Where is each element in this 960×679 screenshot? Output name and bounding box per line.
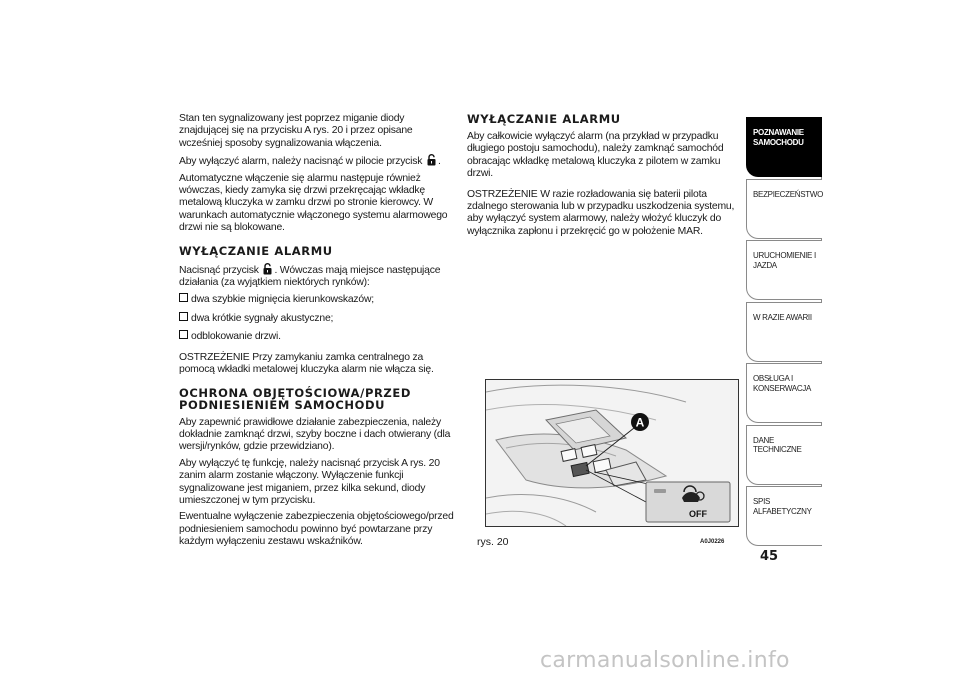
tab-obsluga-i-konserwacja[interactable]: OBSŁUGA I KONSERWACJA: [746, 363, 822, 423]
list-item-text: dwa krótkie sygnały akustyczne;: [191, 312, 334, 324]
list-item: [179, 312, 454, 325]
roof-console-illustration: [486, 380, 739, 527]
tab-poznawanie-samochodu[interactable]: POZNAWANIE SAMOCHODU: [746, 117, 822, 177]
press-text-end: . Wówczas mają miejsce następujące działania (za wyjątkiem niektórych rynków):: [179, 264, 441, 289]
figure-code: A0J0226: [700, 539, 725, 545]
checkbox-bullet-icon: [179, 312, 188, 321]
heading-full-disarm: WYŁĄCZANIE ALARMU: [467, 112, 621, 126]
unlock-icon: [426, 154, 437, 166]
intro-paragraph: Stan ten sygnalizowany jest poprzez miganie diody znajdującej się na przycisku A rys. 20 i przez opisane wcześniej sposoby sygnalizowania włączenia.: [179, 113, 413, 149]
checkbox-bullet-icon: [179, 293, 188, 302]
disarm-text: Aby wyłączyć alarm, należy nacisnąć w pilocie przycisk: [179, 156, 423, 168]
volumetric-paragraph-3: Ewentualne wyłączenie zabezpieczenia objętościowego/przed podniesieniem samochodu powinno być powtarzane przy każdym wyłączeniu zestawu wskaźników.: [179, 511, 454, 548]
heading-volumetric: OCHRONA OBJĘTOŚCIOWA/PRZED PODNIESIENIEM SAMOCHODU: [179, 385, 411, 412]
volumetric-paragraph-1: Aby zapewnić prawidłowe działanie zabezpieczenia, należy dokładnie zamknąć drzwi, szyby boczne i dach otwierany (dla wersji/rynków, gdzie przewidziano).: [179, 416, 451, 453]
heading-disarm: WYŁĄCZANIE ALARMU: [179, 243, 333, 258]
watermark: carmanualsonline.info: [540, 648, 790, 673]
chapter-tabs: [746, 117, 822, 548]
unlock-icon: [262, 263, 273, 275]
list-item-text: dwa szybkie mignięcia kierunkowskazów;: [191, 294, 374, 306]
list-item: [179, 293, 454, 306]
left-column: [179, 113, 454, 553]
battery-warning-paragraph: OSTRZEŻENIE W razie rozładowania się baterii pilota zdalnego sterowania lub w przypadku uszkodzenia systemu, aby wyłączyć system alarmowy, należy włożyć kluczyk do wyłącznika zapłonu i przekręcić go w położenie MAR.: [467, 188, 735, 237]
press-text: Nacisnąć przycisk: [179, 264, 259, 276]
tab-spis-alfabetyczny[interactable]: SPIS ALFABETYCZNY: [746, 486, 822, 546]
disarm-paragraph: [179, 154, 454, 168]
page-number: 45: [760, 549, 779, 564]
list-item: [179, 330, 454, 343]
tab-uruchomienie-i-jazda[interactable]: URUCHOMIENIE I JAZDA: [746, 240, 822, 300]
tab-dane-techniczne[interactable]: DANE TECHNICZNE: [746, 425, 822, 485]
callout-label-a: A: [635, 415, 645, 430]
right-column: [467, 113, 737, 242]
warning-paragraph: OSTRZEŻENIE Przy zamykaniu zamka centralnego za pomocą wkładki metalowej kluczyka alarm nie włącza się.: [179, 351, 434, 376]
volumetric-paragraph-2: Aby wyłączyć tę funkcję, należy nacisnąć przycisk A rys. 20 zanim alarm zostanie włączony. Wyłączenie funkcji sygnalizowane jest miganiem, przez kilka sekund, diody umieszczonej w tym przycisku.: [179, 457, 440, 506]
tab-w-razie-awarii[interactable]: W RAZIE AWARII: [746, 302, 822, 362]
figure-caption: rys. 20: [477, 536, 509, 548]
full-disarm-paragraph: Aby całkowicie wyłączyć alarm (na przykład w przypadku długiego postoju samochodu), należy zamknąć samochód obracając wkładkę metalową kluczyka z pilotem w zamku drzwi.: [467, 131, 724, 180]
figure-roof-console: [485, 379, 739, 527]
auto-arm-paragraph: Automatyczne włączenie się alarmu następuje również wówczas, kiedy zamyka się drzwi przekręcając wkładkę metalową kluczyka w zamku drzwi po stronie kierowcy. W warunkach automatycznie włączonego systemu alarmowego drzwi nie są blokowane.: [179, 172, 448, 234]
list-item-text: odblokowanie drzwi.: [191, 331, 281, 343]
press-paragraph: [179, 263, 454, 290]
checkbox-bullet-icon: [179, 330, 188, 339]
disarm-text-end: .: [437, 156, 441, 168]
off-label: OFF: [689, 509, 707, 519]
tab-bezpieczenstwo[interactable]: BEZPIECZEŃSTWO: [746, 179, 822, 239]
